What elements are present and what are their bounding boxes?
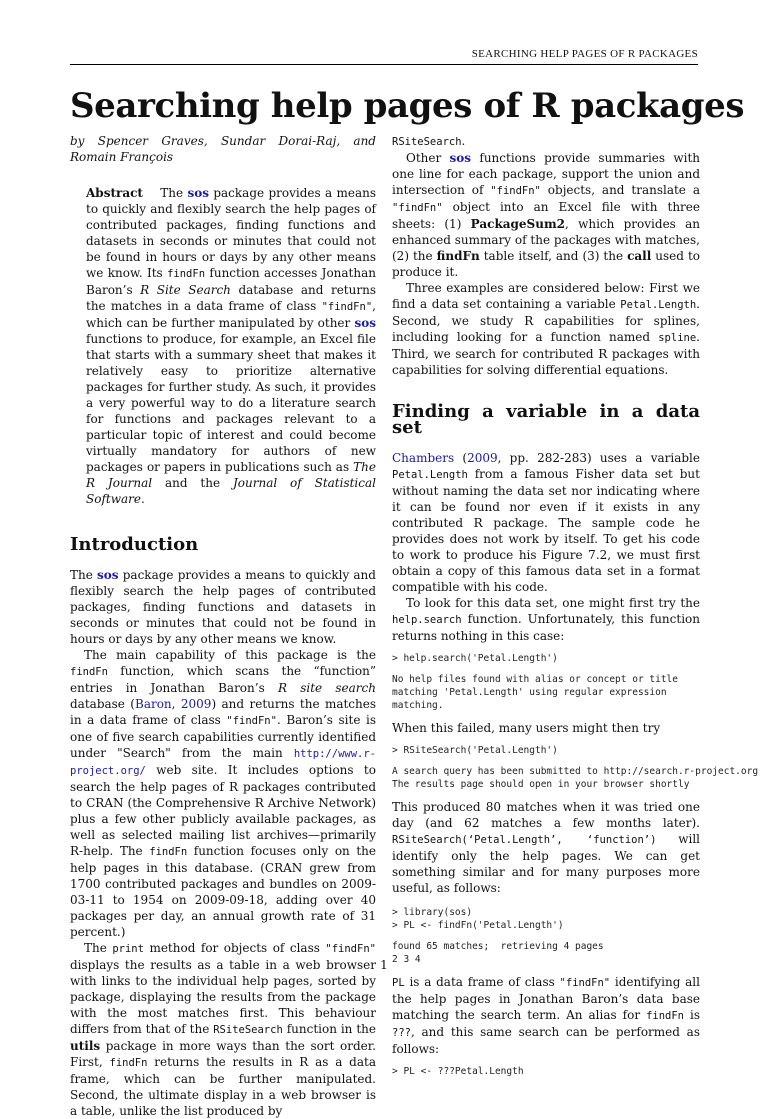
paper-title: Searching help pages of R packages: [70, 86, 745, 126]
abstract-italic: Journal of Statistical Software: [86, 476, 376, 506]
abstract-text: function accesses Jonathan Baron’s: [86, 266, 376, 297]
abstract-text: .: [140, 492, 145, 506]
abstract-text: database and returns the matches in a data frame of class: [86, 283, 376, 313]
sos-package-link[interactable]: sos: [97, 568, 119, 582]
abstract-text: package provides a means to quickly and flexibly search the help pages of contributed packages, finding functions and datasets in seconds or minutes that could not be found in hours or days by any other means we know. Its: [86, 186, 376, 280]
right-paragraph-4: To look for this data set, one might first try the help.search function. Unfortunately, this function returns nothing in this case:: [392, 596, 700, 643]
abstract-italic: The R Journal: [86, 460, 376, 490]
code-inline: RSiteSearch: [213, 1024, 283, 1036]
sos-package-link[interactable]: sos: [354, 316, 376, 330]
running-head: SEARCHING HELP PAGES OF R PACKAGES: [471, 48, 698, 60]
right-paragraph-6: This produced 80 matches when it was tried one day (and 62 matches a few months later). RSiteSearch(‘Petal.Length’, ‘function’) will identify only the help pages. We can get something similar and for many purposes more useful, as follows:: [392, 800, 700, 895]
url-link[interactable]: http://www.r-project.org/: [70, 748, 376, 777]
code-block-alias: > PL <- ???Petal.Length: [392, 1066, 524, 1077]
page-number: 1: [380, 958, 388, 972]
code-inline: findFn: [167, 268, 206, 280]
code-inline: findFn: [109, 1057, 148, 1069]
code-output-rsitesearch: A search query has been submitted to http://search.r-project.org The results page should open in your browser shortly: [392, 766, 759, 790]
abstract-text: The: [160, 186, 184, 200]
intro-paragraph-1: The sos package provides a means to quickly and flexibly search the help pages of contributed packages, finding functions and datasets in seconds or minutes that could not be found in hours or days by any other means we know.: [70, 568, 376, 646]
code-inline: "findFn": [226, 715, 277, 727]
right-paragraph-3: Chambers (2009, pp. 282-283) uses a variable Petal.Length from a famous Fisher data set but without naming the data set nor indicating where it can be found nor even if it exists in any contributed R package. The sample code he provides does not work by itself. To get his code to work to produce his Figure 7.2, we must first obtain a copy of this famous data set in a format compatible with his code.: [392, 451, 700, 594]
sos-package-link[interactable]: sos: [449, 151, 472, 165]
code-output-help-search: No help files found with alias or concept or title matching 'Petal.Length' using regular expression matching.: [392, 674, 678, 711]
code-inline: findFn: [149, 846, 188, 858]
code-block-findfn: > library(sos) > PL <- findFn('Petal.Length'): [392, 907, 564, 931]
header-rule: [70, 64, 698, 65]
citation-year-link[interactable]: 2009: [180, 697, 212, 711]
abstract-text: functions to produce, for example, an Excel file that starts with a summary sheet that makes it relatively easy to prioritize alternative packages for further study. As such, it provides a very powerful way to do a literature search for functions and packages relevant to a particular topic of interest and could become virtually mandatory for authors of new packages or papers in publications such as: [86, 332, 376, 474]
right-column: [392, 133, 759, 1086]
right-paragraph-7: PL is a data frame of class "findFn" identifying all the help pages in Jonathan Baron’s data base matching the search term. An alias for findFn is ???, and this same search can be performed as follows:: [392, 975, 700, 1056]
intro-paragraph-3: The print method for objects of class "findFn" displays the results as a table in a web browser with links to the individual help pages, sorted by package, displaying the results from the package with the most matches first. This behaviour differs from that of the RSiteSearch function in the utils package in more ways than the sort order. First, findFn returns the results in R as a data frame, which can be further manipulated. Second, the ultimate display in a web browser is a table, unlike the list produced by: [70, 941, 376, 1118]
code-inline: "findFn": [325, 943, 376, 955]
right-paragraph-2: Three examples are considered below: First we find a data set containing a variable Petal.Length. Second, we study R capabilities for splines, including looking for a function named spline. Third, we search for contributed R packages with capabilities for solving differential equations.: [392, 281, 700, 377]
section-heading-introduction: Introduction: [70, 534, 199, 555]
citation-link[interactable]: Chambers: [392, 451, 455, 465]
abstract-text: and the: [165, 476, 221, 490]
citation-year-link[interactable]: 2009: [467, 451, 498, 465]
code-block-rsitesearch: > RSiteSearch('Petal.Length'): [392, 745, 558, 756]
section-heading-finding-variable: Finding a variable in a data set: [392, 401, 700, 438]
right-paragraph-1: Other sos functions provide summaries with one line for each package, support the union and intersection of "findFn" objects, and translate a "findFn" object into an Excel file with three sheets: (1) PackageSum2, which provides an enhanced summary of the packages with matches, (2) the findFn table itself, and (3) the call used to produce it.: [392, 151, 701, 279]
right-paragraph-5: When this failed, many users might then try: [392, 721, 661, 735]
abstract: [86, 185, 376, 507]
intro-paragraph-2: The main capability of this package is the findFn function, which scans the “function” entries in Jonathan Baron’s R site search database (Baron, 2009) and returns the matches in a data frame of class "findFn". Baron’s site is one of five search capabilities currently identified under "Search" from the main http://www.r-project.org/ web site. It includes options to search the help pages of R packages contributed to CRAN (the Comprehensive R Archive Network) plus a few other publicly available packages, as well as selected mailing list archives—primarily R-help. The findFn function focuses only on the help pages in this database. (CRAN grew from 1700 contributed packages and bundles on 2009-03-11 to 1954 on 2009-09-18, adding over 40 packages per day, an annual growth rate of 31 percent.): [70, 648, 377, 939]
code-inline: print: [112, 943, 144, 955]
citation-link[interactable]: Baron: [135, 697, 172, 711]
code-block-help-search: > help.search('Petal.Length'): [392, 653, 558, 664]
abstract-text: , which can be further manipulated by other: [86, 299, 376, 330]
code-inline: findFn: [70, 666, 108, 678]
code-inline: "findFn": [321, 301, 373, 313]
abstract-italic: R Site Search: [140, 283, 231, 297]
sos-package-link[interactable]: sos: [187, 186, 209, 200]
abstract-label: Abstract: [86, 186, 143, 200]
right-continuation: RSiteSearch.: [392, 134, 466, 148]
code-output-findfn: found 65 matches; retrieving 4 pages 2 3 4: [392, 941, 604, 965]
authors: by Spencer Graves, Sundar Dorai-Raj, and Romain François: [70, 134, 376, 164]
